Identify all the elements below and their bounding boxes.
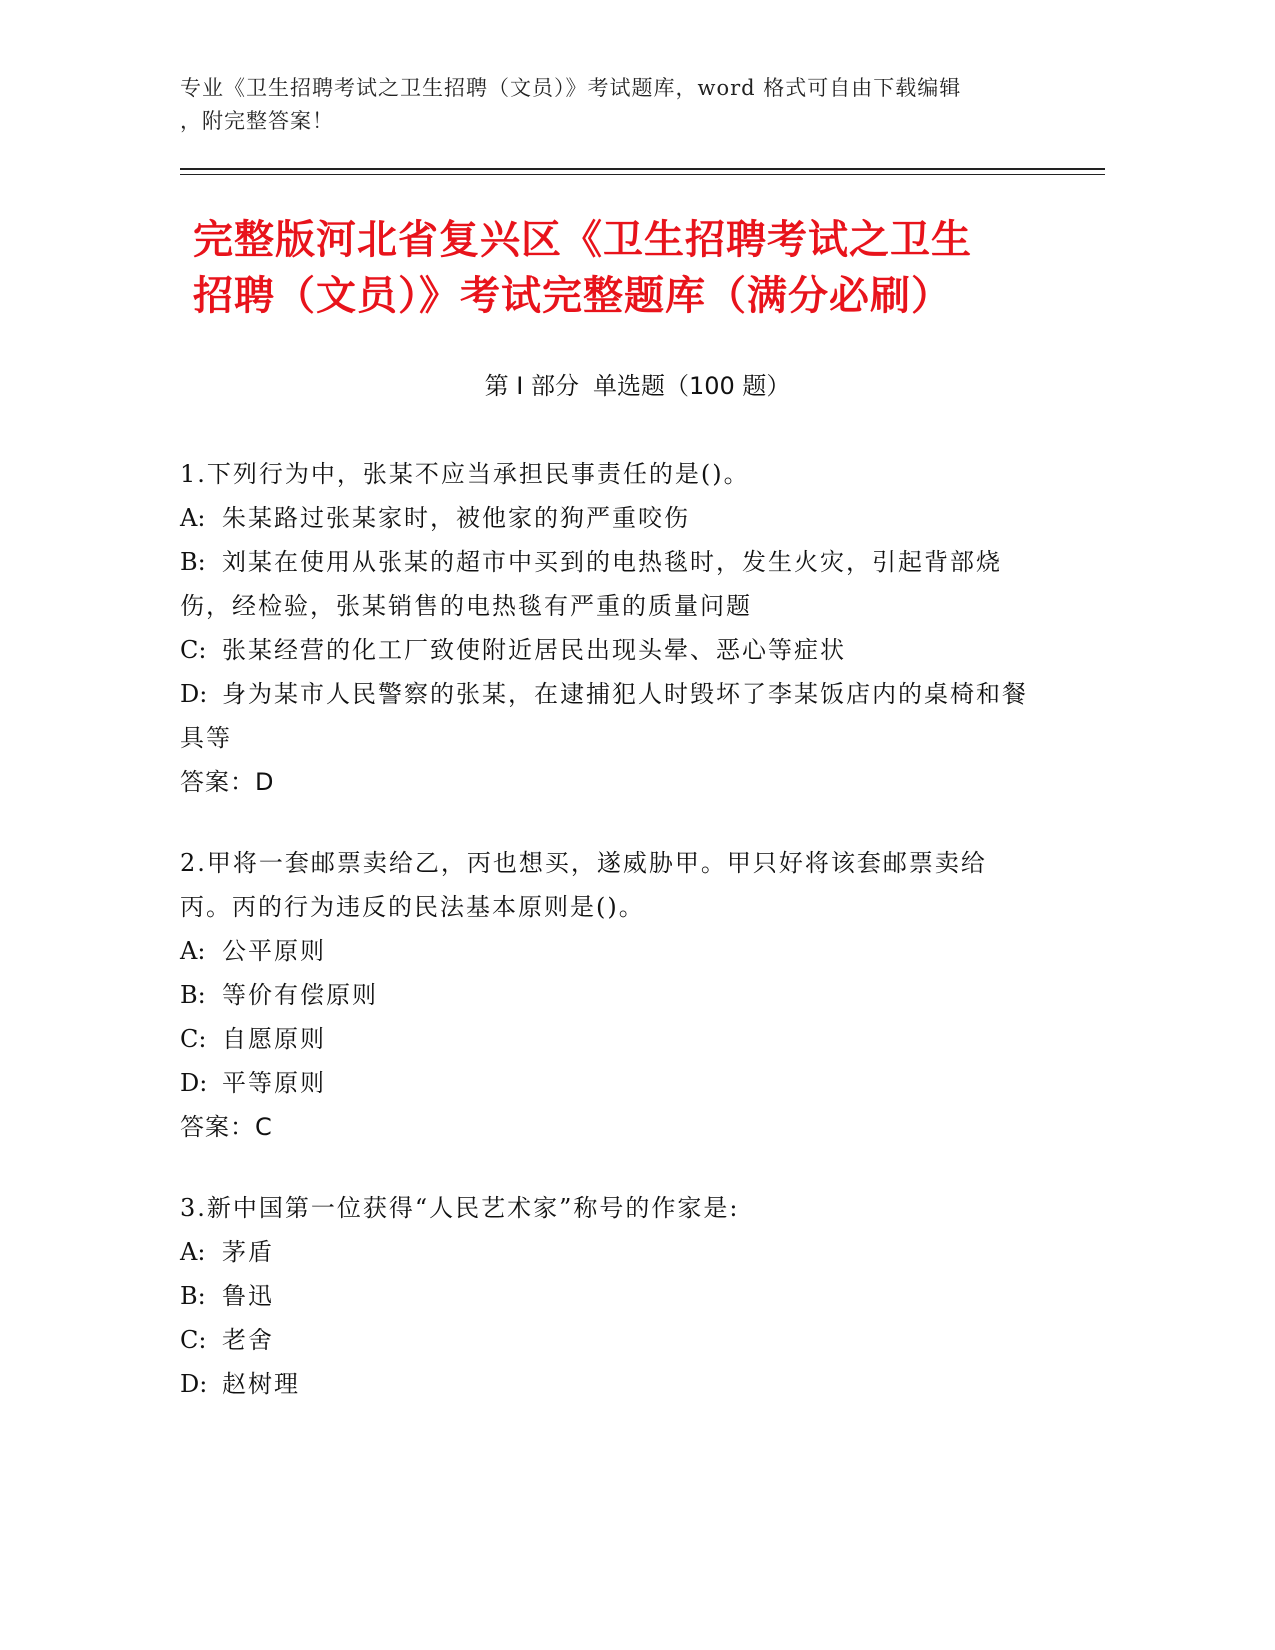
section-part: 第 I 部分 (484, 372, 579, 400)
option-label: A: (180, 1238, 206, 1266)
option-c (180, 628, 1030, 672)
option-d (180, 672, 1030, 760)
answer: 答案：D (180, 768, 275, 796)
option-c (180, 1017, 1030, 1061)
option-b (180, 540, 1030, 628)
option-label: D: (180, 680, 208, 708)
header-rule-thin (180, 174, 1105, 175)
option-label: B: (180, 981, 206, 1009)
option-text: 朱某路过张某家时，被他家的狗严重咬伤 (222, 504, 690, 532)
option-b (180, 973, 1030, 1017)
option-label: A: (180, 937, 206, 965)
header-rule-thick (180, 168, 1105, 170)
option-c (180, 1318, 1030, 1362)
header-note-line1: 专业《卫生招聘考试之卫生招聘（文员）》考试题库，word 格式可自由下载编辑 (180, 76, 962, 100)
option-text: 老舍 (222, 1326, 274, 1354)
question-2 (180, 841, 1030, 1149)
question-stem: 2.甲将一套邮票卖给乙，丙也想买，遂威胁甲。甲只好将该套邮票卖给丙。丙的行为违反的民法基本原则是()。 (180, 849, 987, 921)
option-text: 张某经营的化工厂致使附近居民出现头晕、恶心等症状 (222, 636, 846, 664)
option-label: A: (180, 504, 206, 532)
option-text: 公平原则 (222, 937, 326, 965)
option-text: 自愿原则 (222, 1025, 326, 1053)
question-list (180, 452, 1030, 1443)
option-a (180, 929, 1030, 973)
option-label: C: (180, 636, 207, 664)
option-text: 赵树理 (222, 1370, 300, 1398)
option-label: D: (180, 1370, 208, 1398)
document-title-line1: 完整版河北省复兴区《卫生招聘考试之卫生 (193, 217, 972, 263)
header-note-line2: ，附完整答案！ (180, 109, 334, 133)
option-text: 身为某市人民警察的张某，在逮捕犯人时毁坏了李某饭店内的桌椅和餐具等 (180, 680, 1028, 752)
option-label: C: (180, 1326, 207, 1354)
option-label: B: (180, 1282, 206, 1310)
option-b (180, 1274, 1030, 1318)
option-text: 等价有偿原则 (222, 981, 378, 1009)
section-name: 单选题（100 题） (592, 372, 791, 400)
option-text: 茅盾 (222, 1238, 274, 1266)
option-text: 鲁迅 (222, 1282, 274, 1310)
question-stem: 1.下列行为中，张某不应当承担民事责任的是()。 (180, 460, 750, 488)
answer: 答案：C (180, 1113, 273, 1141)
document-title-line2: 招聘（文员）》考试完整题库（满分必刷） (193, 273, 952, 319)
option-label: D: (180, 1069, 208, 1097)
option-d (180, 1362, 1030, 1406)
option-label: C: (180, 1025, 207, 1053)
section-heading (0, 368, 1275, 404)
document-title (193, 212, 1093, 324)
question-stem: 3.新中国第一位获得“人民艺术家”称号的作家是: (180, 1194, 740, 1222)
question-1 (180, 452, 1030, 804)
question-3 (180, 1186, 1030, 1406)
header-note (180, 72, 1060, 138)
option-label: B: (180, 548, 206, 576)
option-text: 刘某在使用从张某的超市中买到的电热毯时，发生火灾，引起背部烧伤，经检验，张某销售的电热毯有严重的质量问题 (180, 548, 1002, 620)
option-d (180, 1061, 1030, 1105)
option-text: 平等原则 (222, 1069, 326, 1097)
option-a (180, 496, 1030, 540)
option-a (180, 1230, 1030, 1274)
